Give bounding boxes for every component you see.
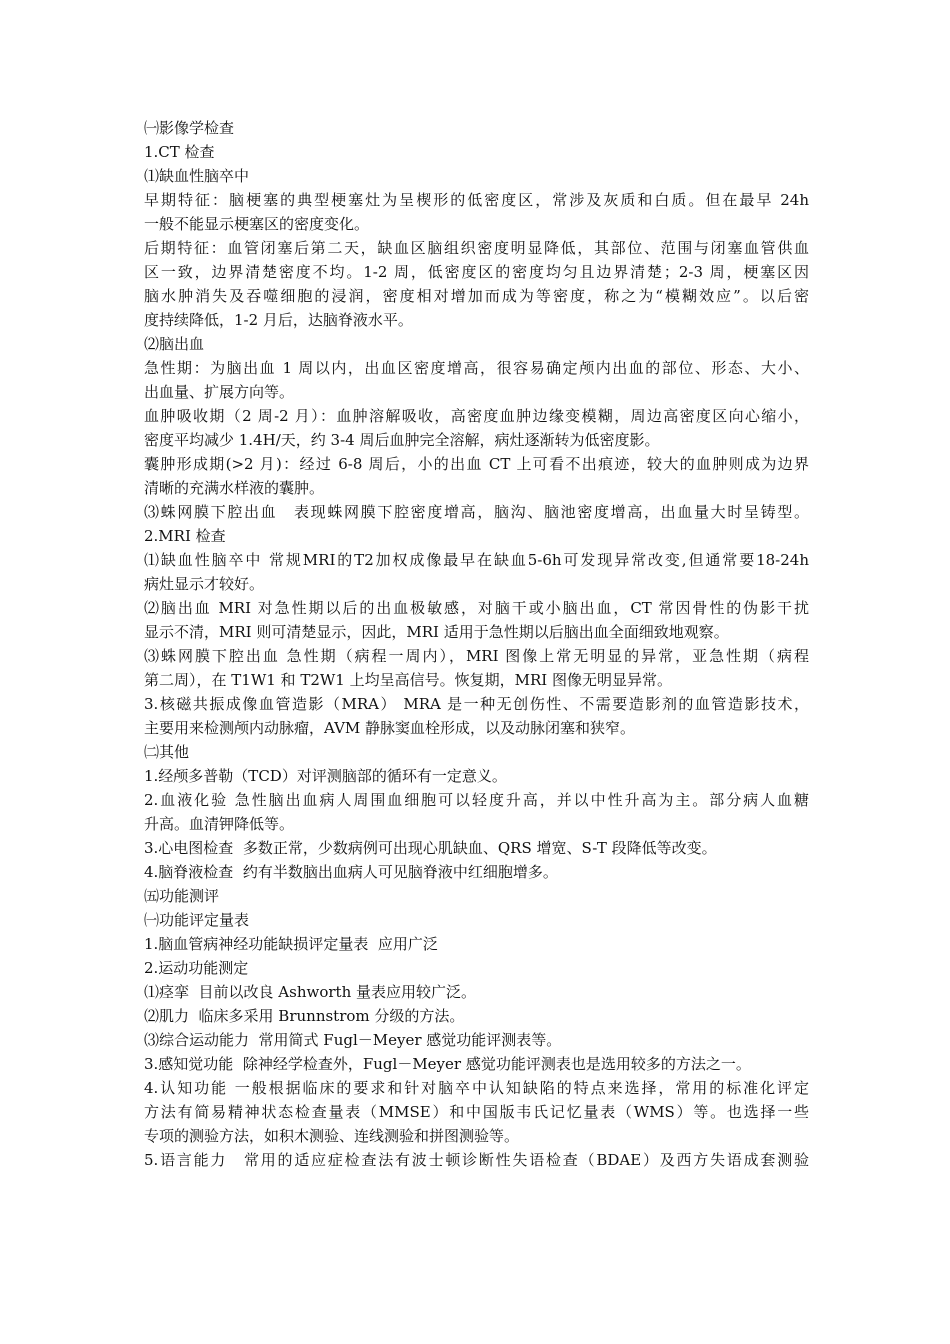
text-line: 区一致，边界清楚密度不均。1-2 周，低密度区的密度均匀且边界清楚；2-3 周，梗塞区因 xyxy=(144,263,809,281)
text-line: ⑵肌力 临床多采用 Brunnstrom 分级的方法。 xyxy=(144,1007,465,1025)
text-line: 出血量、扩展方向等。 xyxy=(144,383,295,401)
text-line: 4.认知功能 一般根据临床的要求和针对脑卒中认知缺陷的特点来选择，常用的标准化评定 xyxy=(144,1079,809,1097)
text-line: 血肿吸收期（2 周-2 月）：血肿溶解吸收，高密度血肿边缘变模糊，周边高密度区向心缩小， xyxy=(144,407,809,425)
text-line: 3.感知觉功能 除神经学检查外，Fugl－Meyer 感觉功能评测表也是选用较多的方法之一。 xyxy=(144,1055,751,1073)
document-body xyxy=(144,116,809,1172)
text-line: 1.CT 检查 xyxy=(144,143,215,161)
text-line: ⑶蛛网膜下腔出血 表现蛛网膜下腔密度增高，脑沟、脑池密度增高，出血量大时呈铸型。 xyxy=(144,503,809,521)
text-line: ⑵脑出血 MRI 对急性期以后的出血极敏感，对脑干或小脑出血，CT 常因骨性的伪影干扰 xyxy=(144,599,809,617)
text-line: ㈡其他 xyxy=(144,743,190,761)
text-line: 后期特征：血管闭塞后第二天，缺血区脑组织密度明显降低，其部位、范围与闭塞血管供血 xyxy=(144,239,809,257)
text-line: 专项的测验方法，如积木测验、连线测验和拼图测验等。 xyxy=(144,1127,520,1145)
text-line: 5.语言能力 常用的适应症检查法有波士顿诊断性失语检查（BDAE）及西方失语成套测验 xyxy=(144,1151,809,1169)
text-line: ⑴痉挛 目前以改良 Ashworth 量表应用较广泛。 xyxy=(144,983,476,1001)
text-line: 方法有简易精神状态检查量表（MMSE）和中国版韦氏记忆量表（WMS）等。也选择一些 xyxy=(144,1103,809,1121)
text-line: ⑶综合运动能力 常用简式 Fugl－Meyer 感觉功能评测表等。 xyxy=(144,1031,562,1049)
text-line: ㈤功能测评 xyxy=(144,887,220,905)
text-line: 早期特征：脑梗塞的典型梗塞灶为呈楔形的低密度区，常涉及灰质和白质。但在最早 24h xyxy=(144,191,809,209)
text-line: 病灶显示才较好。 xyxy=(144,575,265,593)
text-line: 主要用来检测颅内动脉瘤，AVM 静脉窦血栓形成，以及动脉闭塞和狭窄。 xyxy=(144,719,636,737)
text-line: 2.MRI 检查 xyxy=(144,527,226,545)
text-line: 3.心电图检查 多数正常，少数病例可出现心肌缺血、QRS 增宽、S-T 段降低等改变。 xyxy=(144,839,717,857)
text-line: 3.核磁共振成像血管造影（MRA） MRA 是一种无创伤性、不需要造影剂的血管造影技术， xyxy=(144,695,809,713)
text-line: 脑水肿消失及吞噬细胞的浸润，密度相对增加而成为等密度，称之为“模糊效应”。以后密 xyxy=(144,287,809,305)
text-line: 显示不清，MRI 则可清楚显示，因此，MRI 适用于急性期以后脑出血全面细致地观察。 xyxy=(144,623,729,641)
text-line: 升高。血清钾降低等。 xyxy=(144,815,295,833)
text-line: ⑵脑出血 xyxy=(144,335,205,353)
text-line: ⑴缺血性脑卒中 xyxy=(144,167,250,185)
text-line: 4.脑脊液检查 约有半数脑出血病人可见脑脊液中红细胞增多。 xyxy=(144,863,558,881)
text-line: ⑶蛛网膜下腔出血 急性期（病程一周内），MRI 图像上常无明显的异常，亚急性期（病程 xyxy=(144,647,809,665)
text-line: 清晰的充满水样液的囊肿。 xyxy=(144,479,325,497)
text-line: 囊肿形成期(>2 月)：经过 6-8 周后，小的出血 CT 上可看不出痕迹，较大的血肿则成为边界 xyxy=(144,455,809,473)
text-line: 度持续降低，1-2 月后，达脑脊液水平。 xyxy=(144,311,413,329)
text-line: 2.血液化验 急性脑出血病人周围血细胞可以轻度升高，并以中性升高为主。部分病人血糖 xyxy=(144,791,809,809)
text-line: ⑴缺血性脑卒中 常规MRI的T2加权成像最早在缺血5-6h可发现异常改变,但通常要18-24h xyxy=(144,551,809,569)
text-line: ㈠影像学检查 xyxy=(144,119,235,137)
text-line: 急性期：为脑出血 1 周以内，出血区密度增高，很容易确定颅内出血的部位、形态、大小、 xyxy=(144,359,809,377)
text-line: 密度平均减少 1.4H/天，约 3-4 周后血肿完全溶解，病灶逐渐转为低密度影。 xyxy=(144,431,660,449)
text-line: 1.经颅多普勒（TCD）对评测脑部的循环有一定意义。 xyxy=(144,767,507,785)
text-line: 第二周），在 T1W1 和 T2W1 上均呈高信号。恢复期，MRI 图像无明显异常。 xyxy=(144,671,672,689)
text-line: 1.脑血管病神经功能缺损评定量表 应用广泛 xyxy=(144,935,438,953)
text-line: 2.运动功能测定 xyxy=(144,959,249,977)
text-line: ㈠功能评定量表 xyxy=(144,911,250,929)
text-line: 一般不能显示梗塞区的密度变化。 xyxy=(144,215,370,233)
